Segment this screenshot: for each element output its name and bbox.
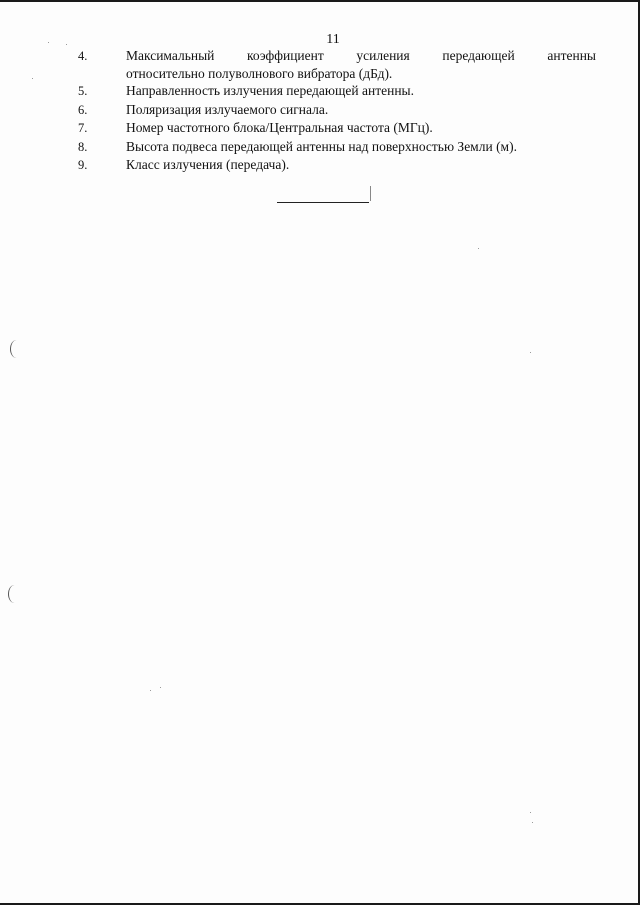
list-item-number: 5. — [78, 84, 88, 98]
list-item-text: Класс излучения (передача). — [126, 157, 290, 172]
list-item — [78, 138, 596, 157]
page-number: 11 — [326, 32, 340, 47]
list-item-number: 4. — [78, 49, 88, 63]
parameter-list — [78, 47, 596, 175]
scan-speck — [532, 822, 533, 823]
scan-edge-top — [0, 0, 640, 2]
list-item-text: Направленность излучения передающей антенны. — [126, 83, 414, 98]
list-item-text-line-2: относительно полуволнового вибратора (дБд). — [126, 65, 393, 81]
list-item — [78, 82, 596, 101]
list-item — [78, 119, 596, 138]
list-item — [78, 156, 596, 175]
scan-speck — [66, 44, 67, 45]
punch-hole-mark — [10, 340, 23, 358]
list-item-text: Высота подвеса передающей антенны над поверхностью Земли (м). — [126, 138, 517, 154]
scan-speck — [478, 248, 479, 249]
list-item-text — [126, 47, 596, 82]
list-item — [78, 101, 596, 120]
list-item-number: 8. — [78, 139, 88, 154]
scan-speck — [160, 687, 161, 688]
list-item-number: 6. — [78, 102, 88, 117]
scan-speck — [530, 812, 531, 813]
scan-speck — [32, 78, 33, 79]
scan-speck — [150, 690, 151, 691]
scan-speck — [530, 352, 531, 353]
scan-speck — [48, 42, 49, 43]
list-item-number: 7. — [78, 121, 88, 135]
list-item-text: Номер частотного блока/Центральная частота (МГц). — [126, 120, 433, 135]
list-item-number: 9. — [78, 158, 88, 172]
list-item-text: Поляризация излучаемого сигнала. — [126, 101, 329, 117]
punch-hole-mark — [8, 585, 21, 603]
end-of-text-tick — [370, 186, 371, 201]
end-of-text-rule — [277, 202, 369, 203]
list-item-text-line-1: Максимальный коэффициент усиления передающей антенны — [126, 48, 596, 63]
list-item — [78, 47, 596, 82]
